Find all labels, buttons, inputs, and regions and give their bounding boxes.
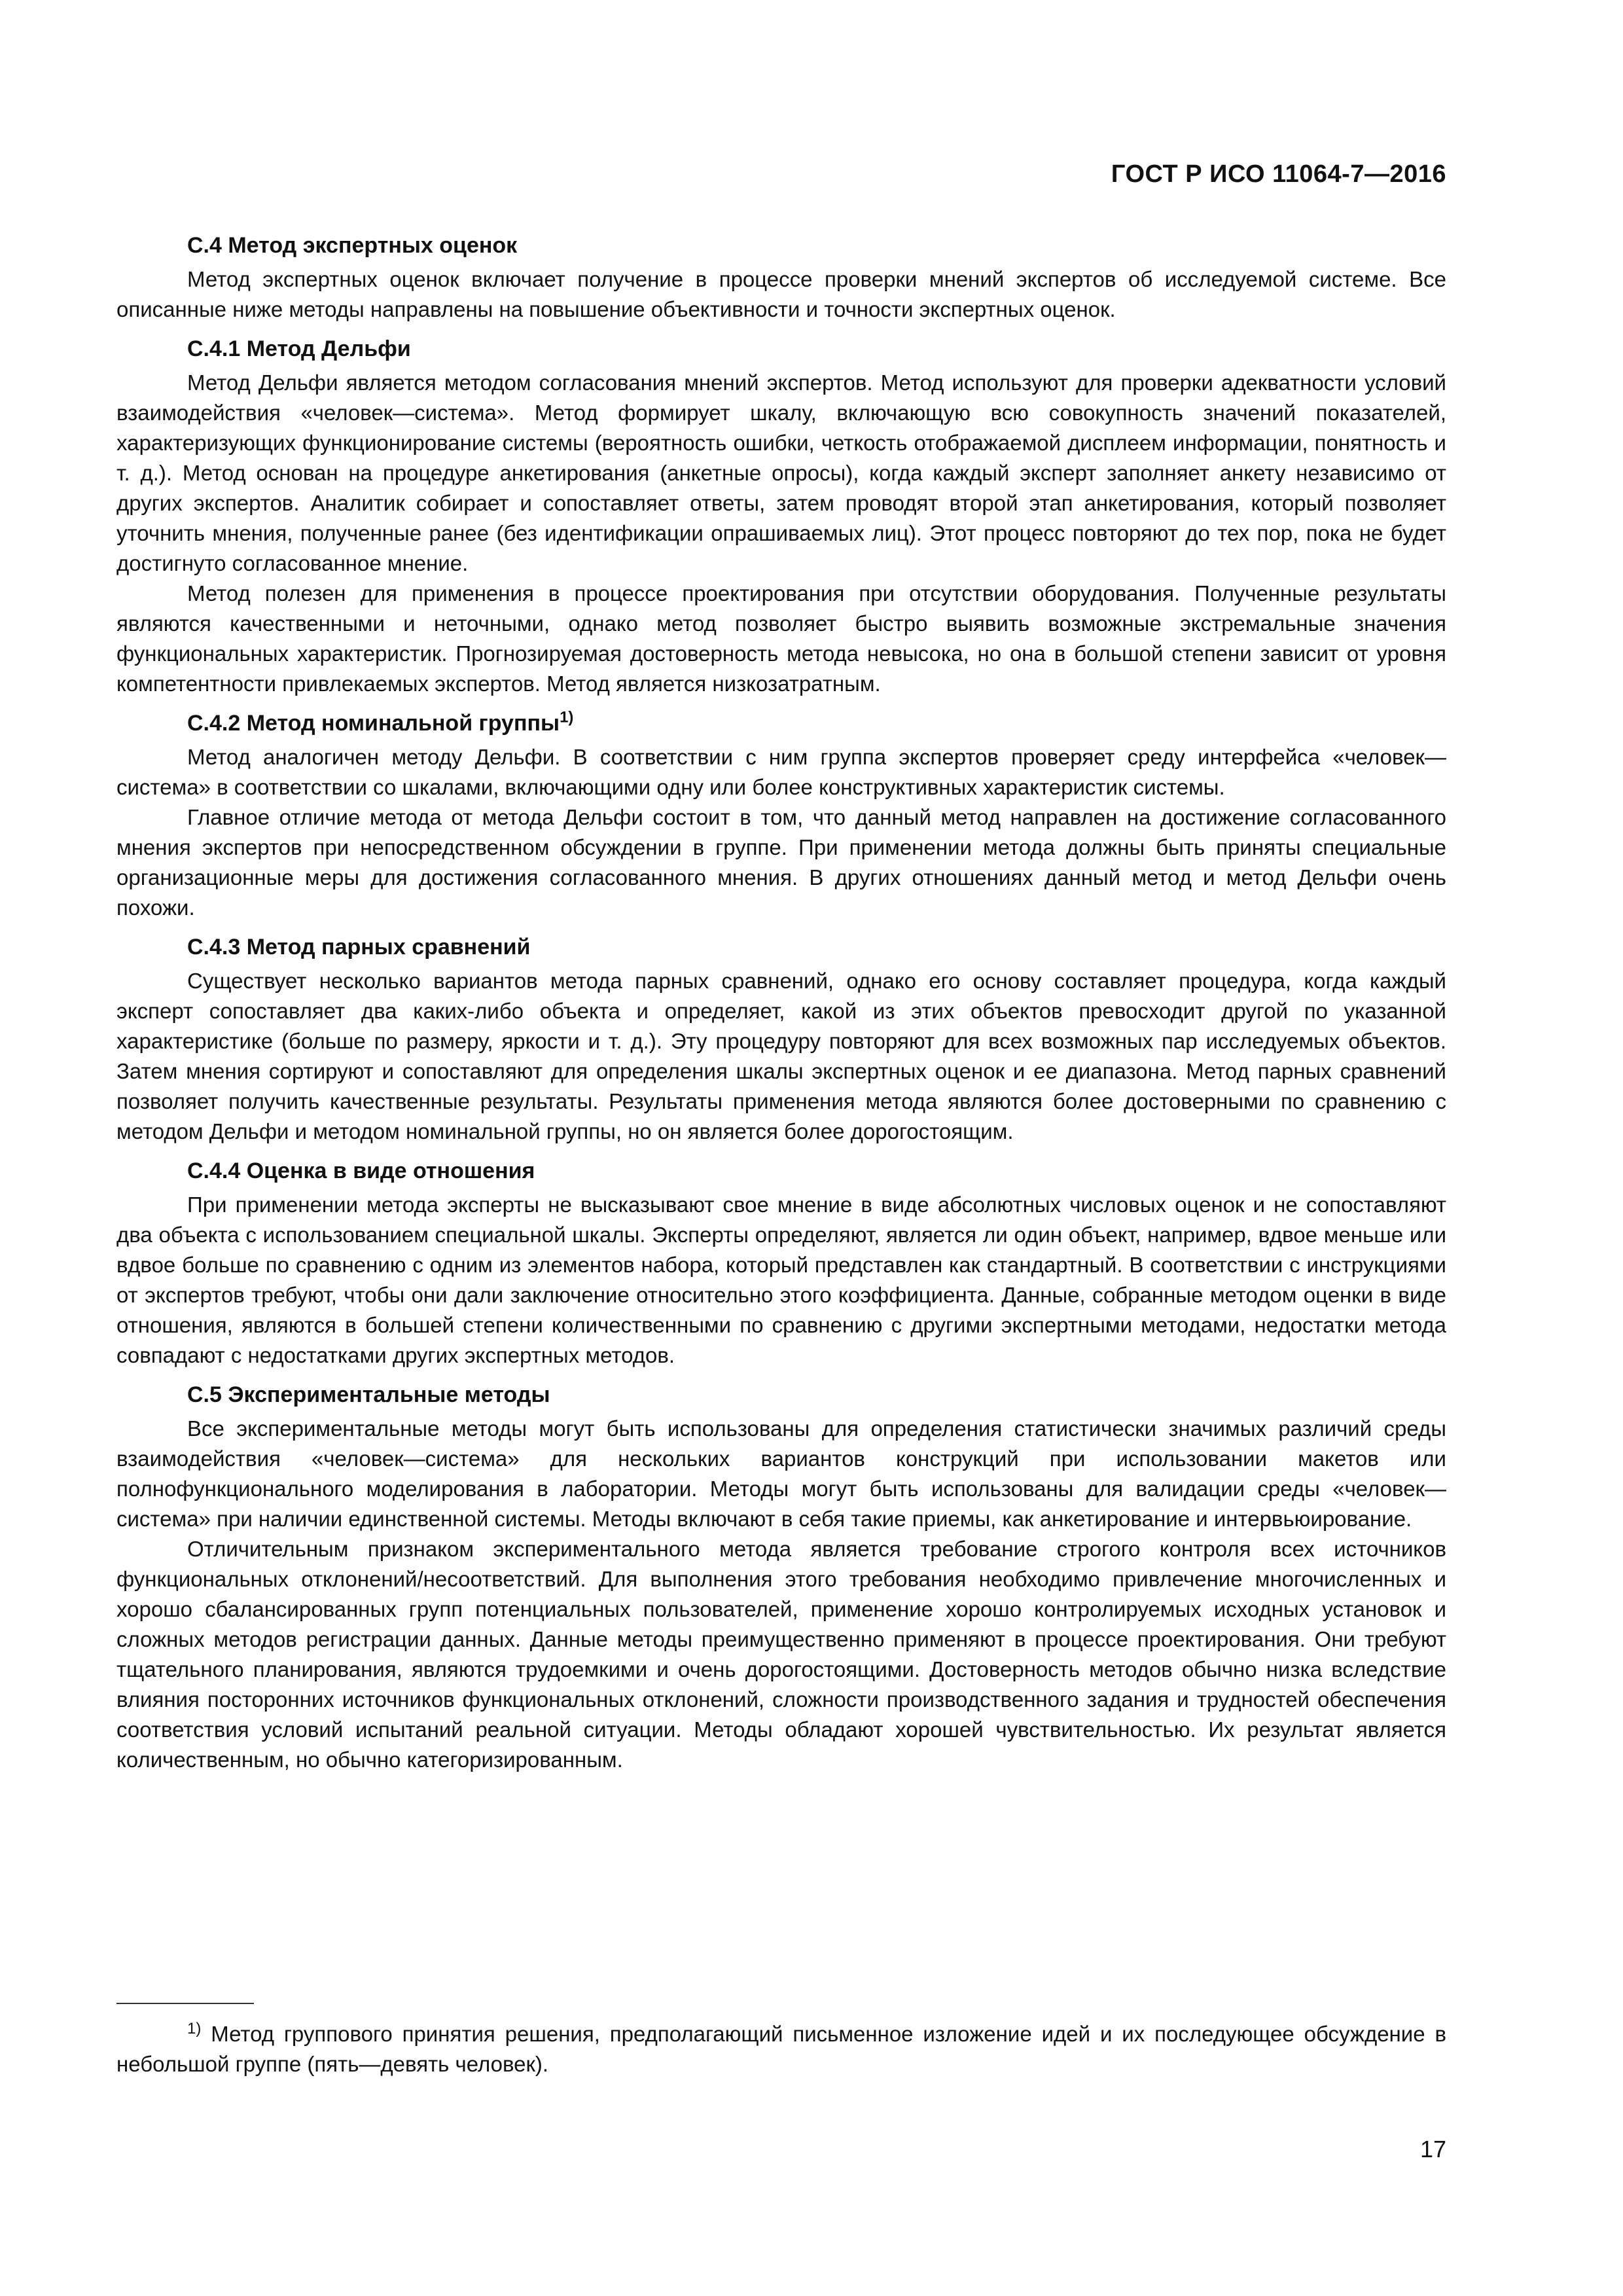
section-title-c5: С.5 Экспериментальные методы: [187, 1382, 550, 1407]
paragraph: Все экспериментальные методы могут быть использованы для определения статистически значимых различий среды взаимодействия «человек—система» для нескольких вариантов конструкций при использовании макетов или полнофункционального моделирования в лаборатории. Методы могут быть использованы для валидации среды «человек—система» при наличии единственной системы. Методы включают в себя такие приемы, как анкетирование и интервьюирование.: [116, 1416, 1446, 1531]
paragraph: Главное отличие метода от метода Дельфи состоит в том, что данный метод направлен на достижение согласованного мнения экспертов при непосредственном обсуждении в группе. При применении метода должны быть приняты специальные организационные меры для достижения согласованного мнения. В других отношениях данный метод и метод Дельфи очень похожи.: [116, 805, 1446, 920]
footnote: [116, 2019, 1446, 2079]
footnote-reference: 1): [560, 708, 574, 726]
document-body: [116, 230, 1446, 1775]
paragraph: Метод аналогичен методу Дельфи. В соответствии с ним группа экспертов проверяет среду интерфейса «человек—система» в соответствии со шкалами, включающими одну или более конструктивных характеристик системы.: [116, 745, 1446, 799]
paragraph: Существует несколько вариантов метода парных сравнений, однако его основу составляет процедура, когда каждый эксперт сопоставляет два каких-либо объекта и определяет, какой из этих объектов превосходит другой по указанной характеристике (больше по размеру, яркости и т. д.). Эту процедуру повторяют для всех возможных пар исследуемых объектов. Затем мнения сортируют и сопоставляют для определения шкалы экспертных оценок и ее диапазона. Метод парных сравнений позволяет получить качественные результаты. Результаты применения метода являются более достоверными по сравнению с методом Дельфи и методом номинальной группы, но он является более дорогостоящим.: [116, 969, 1446, 1143]
paragraph: Метод экспертных оценок включает получение в процессе проверки мнений экспертов об исследуемой системе. Все описанные ниже методы направлены на повышение объективности и точности экспертных оценок.: [116, 267, 1446, 321]
section-title-c43: С.4.3 Метод парных сравнений: [187, 935, 531, 960]
section-title-c41: С.4.1 Метод Дельфи: [187, 336, 411, 361]
paragraph: Метод Дельфи является методом согласования мнений экспертов. Метод используют для проверки адекватности условий взаимодействия «человек—система». Метод формирует шкалу, включающую всю совокупность значений показателей, характеризующих функционирование системы (вероятность ошибки, четкость отображаемой дисплеем информации, понятность и т. д.). Метод основан на процедуре анкетирования (анкетные опросы), когда каждый эксперт заполняет анкету независимо от других экспертов. Аналитик собирает и сопоставляет ответы, затем проводят второй этап анкетирования, который позволяет уточнить мнения, полученные ранее (без идентификации опрашиваемых лиц). Этот процесс повторяют до тех пор, пока не будет достигнуто согласованное мнение.: [116, 370, 1446, 575]
section-title-text: С.4.2 Метод номинальной группы: [187, 711, 560, 736]
paragraph: При применении метода эксперты не высказывают свое мнение в виде абсолютных числовых оценок и не сопоставляют два объекта с использованием специальной шкалы. Эксперты определяют, является ли один объект, например, вдвое меньше или вдвое больше по сравнению с одним из элементов набора, который представлен как стандартный. В соответствии с инструкциями от экспертов требуют, чтобы они дали заключение относительно этого коэффициента. Данные, собранные методом оценки в виде отношения, являются в большей степени количественными по сравнению с другими экспертными методами, недостатки метода совпадают с недостатками других экспертных методов.: [116, 1193, 1446, 1367]
footnote-divider: [116, 2003, 254, 2004]
document-header: ГОСТ Р ИСО 11064-7—2016: [1111, 160, 1446, 188]
footnote-text: Метод группового принятия решения, предполагающий письменное изложение идей и их последующее обсуждение в небольшой группе (пять—девять человек).: [116, 2022, 1446, 2076]
paragraph: Метод полезен для применения в процессе проектирования при отсутствии оборудования. Полученные результаты являются качественными и неточными, однако метод позволяет быстро выявить возможные экстремальные значения функциональных характеристик. Прогнозируемая достоверность метода невысока, но она в большой степени зависит от уровня компетентности привлекаемых экспертов. Метод является низкозатратным.: [116, 581, 1446, 696]
page-number: 17: [1419, 2136, 1446, 2162]
section-title-c44: С.4.4 Оценка в виде отношения: [187, 1158, 535, 1183]
section-title-c4: С.4 Метод экспертных оценок: [187, 233, 518, 258]
paragraph: Отличительным признаком экспериментального метода является требование строгого контроля всех источников функциональных отклонений/несоответствий. Для выполнения этого требования необходимо привлечение многочисленных и хорошо сбалансированных групп потенциальных пользователей, применение хорошо контролируемых исходных установок и сложных методов регистрации данных. Данные методы преимущественно применяют в процессе проектирования. Они требуют тщательного планирования, являются трудоемкими и очень дорогостоящими. Достоверность методов обычно низка вследствие влияния посторонних источников функциональных отклонений, сложности производственного задания и трудностей обеспечения соответствия условий испытаний реальной ситуации. Методы обладают хорошей чувствительностью. Их результат является количественным, но обычно категоризированным.: [116, 1537, 1446, 1772]
section-title-c42: [116, 708, 1446, 738]
footnote-marker: 1): [187, 2020, 202, 2037]
